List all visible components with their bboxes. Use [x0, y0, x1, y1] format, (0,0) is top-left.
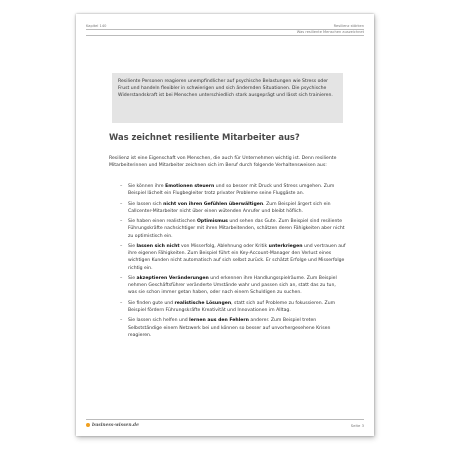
- bullet-marker: –: [120, 201, 123, 207]
- header-title: Resilienz stärken: [333, 24, 364, 28]
- site-logo: business-wissen.de: [92, 422, 139, 428]
- emphasis: realistische Lösungen: [174, 300, 232, 306]
- chapter-label: Kapitel 140: [86, 24, 107, 28]
- bullet-marker: –: [120, 219, 123, 225]
- header-rule: [86, 35, 364, 36]
- bullet-marker: –: [120, 184, 123, 189]
- document-page: [76, 14, 374, 436]
- bullet-marker: –: [120, 243, 123, 249]
- list-item: – Sie haben einen realistischen Optimismus und sehen das Gute. Zum Beispiel sind resiliente Führungskräfte nachsichtiger mit ihren Mitarbeitenden, schätzen deren Fähigkeiten aber nicht zu optimistisch ein.: [120, 219, 345, 239]
- page-footer: [86, 419, 364, 431]
- bullet-marker: –: [120, 318, 123, 324]
- emphasis: lernen aus den Fehlern: [189, 318, 249, 324]
- bullet-marker: –: [120, 300, 123, 306]
- emphasis: Optimismus: [197, 219, 228, 225]
- emphasis: lassen sich nicht: [136, 243, 180, 249]
- emphasis: Emotionen steuern: [165, 184, 215, 189]
- behavior-list: [120, 183, 346, 342]
- emphasis: nicht von ihren Gefühlen überwältigen: [163, 201, 264, 207]
- logo-dot-icon: [86, 423, 90, 427]
- lead-paragraph: Resilienz ist eine Eigenschaft von Menschen, die auch für Unternehmen wichtig ist. Denn resiliente Mitarbeiterinnen und Mitarbeiter zeichnen sich im Beruf durch folgende Verhaltensweisen aus:: [109, 156, 337, 169]
- intro-box: Resiliente Personen reagieren unempfindlicher auf psychische Belastungen wie Stress oder Frust und handeln flexibler in schwierigen und sich ändernden Situationen. Die psychische Widerstandskraft ist bei Menschen unterschiedlich stark ausgeprägt und lässt sich trainieren.: [112, 73, 343, 123]
- list-item: – Sie finden gute und realistische Lösungen, statt sich auf Probleme zu fokussieren. Zum Beispiel fördern Führungskräfte Kreativität und Innovationen im Alltag.: [120, 300, 336, 313]
- page-header: [86, 24, 364, 42]
- section-heading: Was zeichnet resiliente Mitarbeiter aus?: [109, 132, 300, 142]
- header-subtitle: Was resiliente Menschen auszeichnet: [296, 30, 364, 34]
- list-item: – Sie lassen sich nicht von ihren Gefühlen überwältigen. Zum Beispiel ärgert sich ein Callcenter-Mitarbeiter nicht über einen wütenden Anrufer und bleibt höflich.: [120, 201, 331, 214]
- list-item: – Sie können ihre Emotionen steuern und so besser mit Druck und Stress umgehen. Zum Beispiel lächelt ein Flugbegleiter trotz privater Probleme seine Fluggäste an.: [120, 184, 335, 197]
- bullet-marker: –: [120, 275, 123, 281]
- list-item: – Sie lassen sich helfen und lernen aus den Fehlern anderer. Zum Beispiel treten Selbstständige einem Netzwerk bei und können so besser auf unvorhergesehene Krisen reagieren.: [120, 318, 331, 338]
- page-number: Seite 3: [350, 423, 364, 428]
- emphasis: akzeptieren Veränderungen: [136, 275, 209, 281]
- list-item: – Sie lassen sich nicht von Misserfolg, Ablehnung oder Kritik unterkriegen und vertrauen auf ihre eigenen Fähigkeiten. Zum Beispiel führt ein Key-Account-Manager den Verlust eines wichtigen Kunden nicht automatisch auf sich selbst zurück. Er schätzt Erfolge und Misserfolge richtig ein.: [120, 243, 346, 271]
- list-item: – Sie akzeptieren Veränderungen und erkennen ihre Handlungsspielräume. Zum Beispiel nehmen Geschäftsführer veränderte Umstände wahr und passen sich an, statt das zu tun, was sie schon immer getan haben, oder nach einem Schuldigen zu suchen.: [120, 275, 337, 296]
- footer-rule: [86, 419, 364, 420]
- emphasis: unterkriegen: [268, 243, 303, 249]
